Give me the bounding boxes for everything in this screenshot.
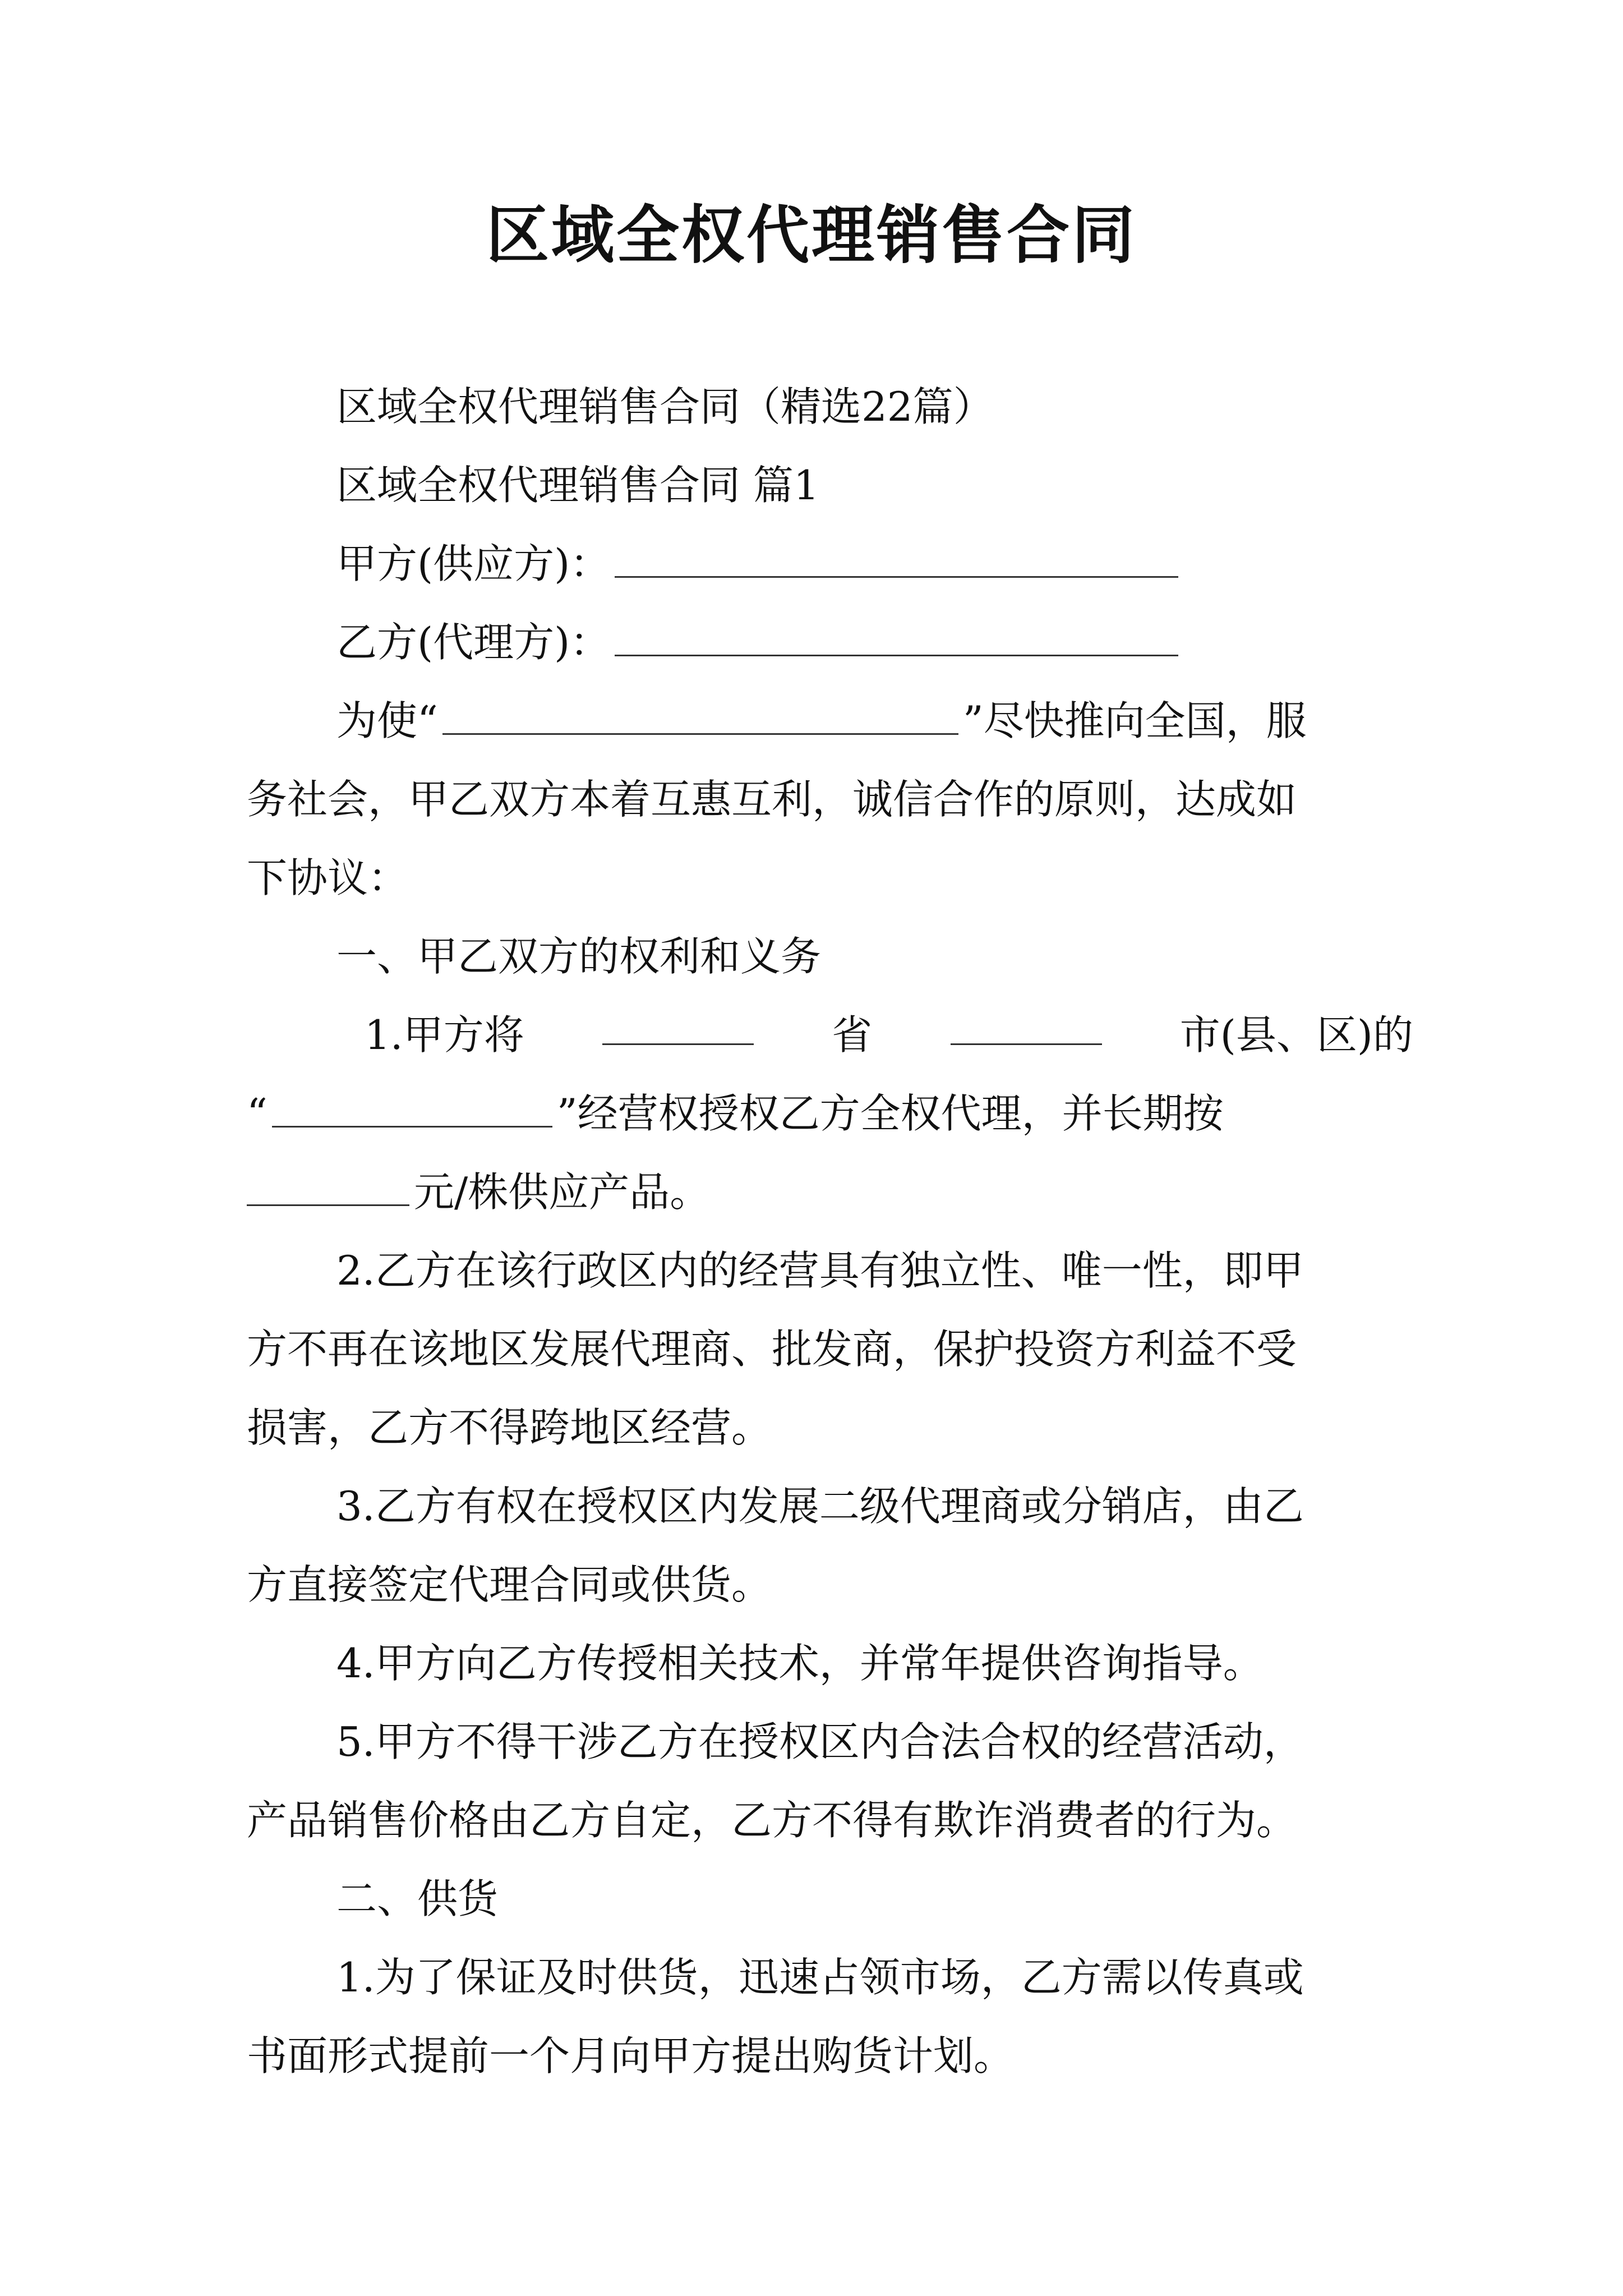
clause-1-5-line-1: 5.甲方不得干涉乙方在授权区内合法合权的经营活动， [336,1718,1304,1765]
intro-line-1 [336,690,1503,752]
party-a-blank [615,537,1178,578]
party-a-line [336,533,1503,595]
clause-1-1-line2-suffix: ”经营权授权乙方全权代理，并长期按 [556,1090,1224,1137]
intro-suffix: ”尽快推向全国，服 [962,697,1307,744]
product-name-blank [442,694,958,735]
party-b-line [336,611,1503,673]
clause-1-4-line-1: 4.甲方向乙方传授相关技术，并常年提供咨询指导。 [336,1640,1264,1687]
party-b-blank [615,615,1178,656]
party-a-label: 甲方(供应方)： [336,540,611,587]
clause-1-2-line-3: 损害，乙方不得跨地区经营。 [247,1404,772,1451]
clause-2-1-line-2: 书面形式提前一个月向甲方提出购货计划。 [247,2032,1015,2079]
clause-1-3-line-2: 方直接签定代理合同或供货。 [247,1561,772,1608]
clause-1-2-line-1: 2.乙方在该行政区内的经营具有独立性、唯一性，即甲 [336,1247,1304,1294]
chapter-heading: 区域全权代理销售合同 篇1 [336,462,819,509]
clause-1-2-line-2: 方不再在该地区发展代理商、批发商，保护投资方利益不受 [247,1326,1297,1373]
unit-price-blank [247,1165,409,1206]
intro-prefix: 为使“ [336,697,438,744]
clause-1-1-part3: 市(县、区)的 [1179,1011,1413,1059]
party-b-label: 乙方(代理方)： [336,619,611,666]
intro-line-3: 下协议： [247,854,409,901]
clause-2-1-line-1: 1.为了保证及时供货，迅速占领市场，乙方需以传真或 [336,1954,1304,2001]
subtitle: 区域全权代理销售合同（精选22篇） [336,383,994,430]
business-right-blank [272,1087,552,1128]
clause-1-1-line-1 [365,1004,1413,1066]
clause-1-1-part1: 1.甲方将 [365,1011,524,1059]
document-title: 区域全权代理销售合同 [486,199,1137,272]
clause-1-5-line-2: 产品销售价格由乙方自定，乙方不得有欺诈消费者的行为。 [247,1797,1297,1844]
province-blank [602,1004,754,1045]
section1-heading: 一、甲乙双方的权利和义务 [336,933,822,980]
clause-1-1-line3-suffix: 元/株供应产品。 [414,1168,711,1216]
clause-1-1-line-3 [247,1161,1413,1223]
clause-1-3-line-1: 3.乙方有权在授权区内发展二级代理商或分销店，由乙 [336,1483,1304,1530]
intro-line-2: 务社会，甲乙双方本着互惠互利，诚信合作的原则，达成如 [247,776,1297,823]
clause-1-1-part2: 省 [832,1011,873,1059]
section2-heading: 二、供货 [336,1875,499,1922]
clause-1-1-line-2 [247,1083,1413,1144]
clause-1-1-open-quote: “ [247,1090,268,1137]
city-blank [951,1004,1102,1045]
